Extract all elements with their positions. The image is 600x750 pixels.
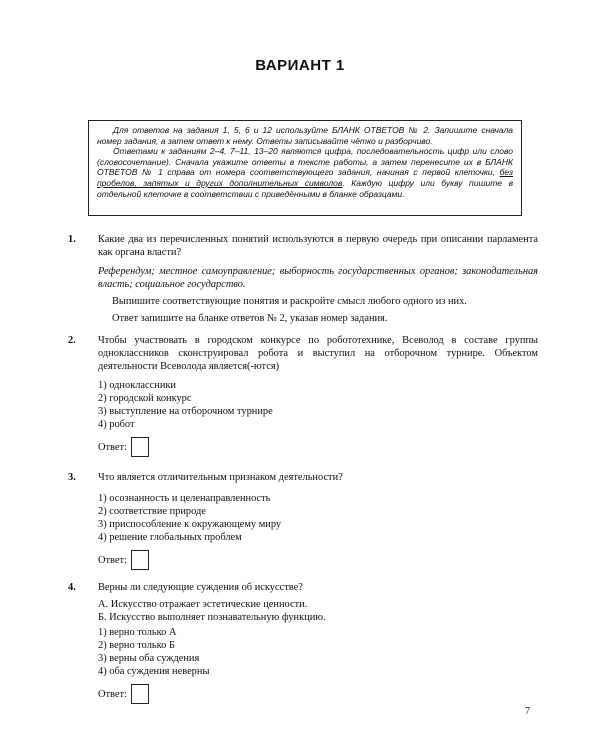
answer-label: Ответ: [98, 441, 127, 453]
question-number: 3. [68, 472, 76, 483]
question-number: 2. [68, 335, 76, 346]
question-text: Верны ли следующие суждения об искусстве? [98, 582, 303, 593]
options-list [98, 492, 538, 544]
answer-row [98, 684, 538, 704]
instructions-paragraph-1: Для ответов на задания 1, 5, 6 и 12 используйте БЛАНК ОТВЕТОВ № 2. Запишите сначала номер задания, а затем ответ к нему. Ответы записывайте чётко и разборчиво. [97, 125, 513, 146]
option-2: 2) соответствие природе [98, 506, 206, 517]
instructions-box [88, 120, 522, 216]
question-4 [68, 581, 538, 704]
statement-a: А. Искусство отражает эстетические ценности. [98, 599, 308, 610]
question-number: 4. [68, 582, 76, 593]
question-instruction-2: Ответ запишите на бланке ответов № 2, указав номер задания. [112, 313, 388, 324]
option-4: 4) оба суждения неверны [98, 666, 210, 677]
answer-label: Ответ: [98, 554, 127, 566]
statement-b: Б. Искусство выполняет познавательную функцию. [98, 612, 326, 623]
page-number: 7 [525, 706, 530, 717]
options-list [98, 379, 538, 431]
option-2: 2) городской конкурс [98, 393, 192, 404]
answer-label: Ответ: [98, 688, 127, 700]
answer-row [98, 437, 538, 457]
option-1: 1) одноклассники [98, 380, 176, 391]
question-text: Чтобы участвовать в городском конкурсе по робототехнике, Всеволод в составе группы одноклассников сконструировал робота и выступил на отборочном турнире. Объектом деятельности Всеволода является(-ются) [98, 335, 538, 372]
page-title: ВАРИАНТ 1 [255, 57, 345, 74]
question-3 [68, 471, 538, 570]
question-text: Какие два из перечисленных понятий используются в первую очередь при описании парламента как органа власти? [98, 234, 538, 258]
option-3: 3) верны оба суждения [98, 653, 200, 664]
question-text: Что является отличительным признаком деятельности? [98, 472, 343, 483]
option-4: 4) решение глобальных проблем [98, 532, 242, 543]
answer-box[interactable] [131, 550, 149, 570]
option-1: 1) осознанность и целенаправленность [98, 493, 271, 504]
option-3: 3) приспособление к окружающему миру [98, 519, 282, 530]
answer-row [98, 550, 538, 570]
question-instruction-1: Выпишите соответствующие понятия и раскройте смысл любого одного из них. [112, 296, 467, 307]
answer-box[interactable] [131, 684, 149, 704]
option-1: 1) верно только А [98, 627, 177, 638]
options-list [98, 626, 538, 678]
instructions-paragraph-2 [97, 146, 513, 199]
question-number: 1. [68, 234, 76, 245]
answer-box[interactable] [131, 437, 149, 457]
question-2 [68, 334, 538, 457]
question-terms: Референдум; местное самоуправление; выборность государственных органов; законодательная власть; социальное государство. [98, 266, 538, 290]
question-1 [68, 233, 538, 325]
instructions-p2-end: . Каждую цифру или букву пишите в отдельной клеточке в соответствии с приведёнными в бланке образцами. [97, 177, 514, 199]
option-2: 2) верно только Б [98, 640, 175, 651]
instructions-p2-start: Ответами к заданиям 2–4, 7–11, 13–20 являются цифра, последовательность цифр или слово (словосочетание). Сначала укажите ответы в тексте работы, а затем перенесите их в БЛАНК ОТВЕТОВ № 1 справа от номера соответствующего задания, начиная с первой клеточки, [97, 146, 513, 178]
instructions-p2-underlined: без пробелов, запятых и других дополнительных символов [97, 167, 513, 188]
option-3: 3) выступление на отборочном турнире [98, 406, 273, 417]
option-4: 4) робот [98, 419, 135, 430]
